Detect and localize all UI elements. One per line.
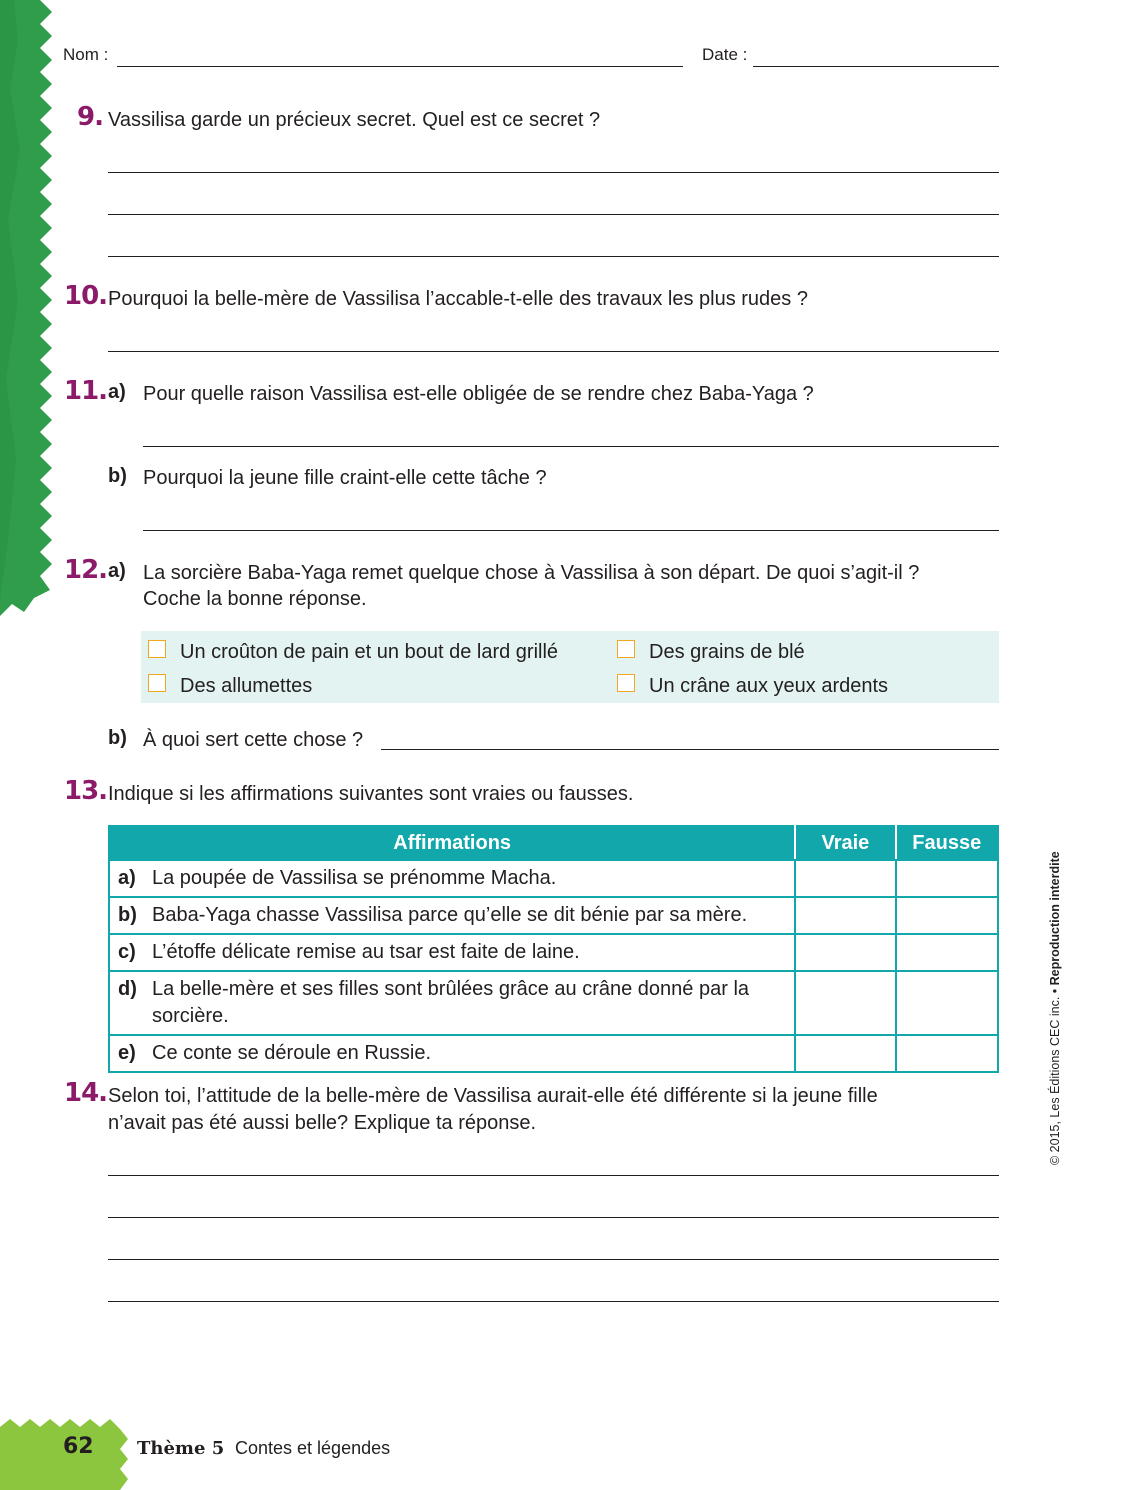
- vraie-cell[interactable]: [795, 897, 895, 934]
- question-14-number: 14.: [64, 1078, 108, 1108]
- row-statement: Baba-Yaga chasse Vassilisa parce qu’elle se dit bénie par sa mère.: [152, 904, 748, 926]
- table-row: [109, 934, 998, 971]
- question-14-answer-line[interactable]: [108, 1217, 999, 1218]
- choice-3-label: Des allumettes: [180, 675, 313, 697]
- page-number: 62: [63, 1434, 94, 1459]
- question-10-answer-line[interactable]: [108, 351, 999, 352]
- date-label: Date :: [702, 45, 748, 64]
- checkbox-choice-2[interactable]: [617, 640, 635, 658]
- row-statement: Ce conte se déroule en Russie.: [152, 1042, 432, 1064]
- question-11b-answer-line[interactable]: [143, 530, 999, 531]
- answer-choices-panel: [141, 631, 999, 703]
- vraie-cell[interactable]: [795, 934, 895, 971]
- question-14-text-line1: Selon toi, l’attitude de la belle-mère de Vassilisa aurait-elle été différente si la jeune fille: [108, 1085, 878, 1107]
- question-12b-answer-line[interactable]: [381, 749, 999, 750]
- vraie-cell[interactable]: [795, 860, 895, 897]
- question-11a-text: Pour quelle raison Vassilisa est-elle obligée de se rendre chez Baba-Yaga ?: [143, 383, 814, 405]
- checkbox-choice-4[interactable]: [617, 674, 635, 692]
- table-row: [109, 897, 998, 934]
- row-label: d): [118, 978, 137, 1000]
- row-label: c): [118, 941, 136, 963]
- question-9-text: Vassilisa garde un précieux secret. Quel est ce secret ?: [108, 109, 601, 131]
- theme-title: Contes et légendes: [235, 1438, 391, 1458]
- question-9-answer-line[interactable]: [108, 214, 999, 215]
- fausse-cell[interactable]: [896, 860, 999, 897]
- row-statement: L’étoffe délicate remise au tsar est faite de laine.: [152, 941, 580, 963]
- fausse-cell[interactable]: [896, 897, 999, 934]
- vraie-cell[interactable]: [795, 1035, 895, 1072]
- row-label: a): [118, 867, 136, 889]
- table-row: [109, 1035, 998, 1072]
- copyright-bullet: •: [1048, 985, 1062, 997]
- question-14-answer-line[interactable]: [108, 1259, 999, 1260]
- name-label: Nom :: [63, 45, 109, 64]
- checkbox-choice-1[interactable]: [148, 640, 166, 658]
- fausse-cell[interactable]: [896, 934, 999, 971]
- question-9-answer-line[interactable]: [108, 172, 999, 173]
- header-vraie: Vraie: [795, 826, 895, 860]
- choice-4-label: Un crâne aux yeux ardents: [649, 675, 889, 697]
- name-answer-line[interactable]: [117, 66, 683, 67]
- fausse-cell[interactable]: [896, 971, 999, 1035]
- fausse-cell[interactable]: [896, 1035, 999, 1072]
- question-9-number: 9.: [77, 102, 103, 132]
- question-12b-label: b): [108, 727, 127, 749]
- question-10-number: 10.: [64, 281, 108, 311]
- true-false-table: [108, 825, 999, 1073]
- choice-1-label: Un croûton de pain et un bout de lard grillé: [180, 641, 559, 663]
- question-12a-label: a): [108, 560, 126, 582]
- header-affirmations: Affirmations: [109, 826, 795, 860]
- checkbox-choice-3[interactable]: [148, 674, 166, 692]
- question-13-number: 13.: [64, 776, 108, 806]
- row-statement: La belle-mère et ses filles sont brûlées grâce au crâne donné par la sorcière.: [152, 978, 750, 1027]
- vraie-cell[interactable]: [795, 971, 895, 1035]
- table-row: [109, 860, 998, 897]
- question-11b-label: b): [108, 465, 127, 487]
- question-13-text: Indique si les affirmations suivantes sont vraies ou fausses.: [108, 783, 634, 805]
- question-11b-text: Pourquoi la jeune fille craint-elle cette tâche ?: [143, 467, 547, 489]
- question-11a-answer-line[interactable]: [143, 446, 999, 447]
- copyright-text: © 2015, Les Éditions CEC inc.: [1048, 996, 1062, 1165]
- question-12b-text: À quoi sert cette chose ?: [143, 729, 364, 751]
- question-12-number: 12.: [64, 555, 108, 585]
- date-answer-line[interactable]: [753, 66, 999, 67]
- table-row: [109, 971, 998, 1035]
- question-12a-text-line2: Coche la bonne réponse.: [143, 588, 367, 610]
- question-10-text: Pourquoi la belle-mère de Vassilisa l’accable-t-elle des travaux les plus rudes ?: [108, 288, 808, 310]
- row-statement: La poupée de Vassilisa se prénomme Macha.: [152, 867, 557, 889]
- header-fausse: Fausse: [896, 826, 999, 860]
- question-11a-label: a): [108, 381, 126, 403]
- question-14-text-line2: n’avait pas été aussi belle? Explique ta réponse.: [108, 1112, 537, 1134]
- row-label: b): [118, 904, 137, 926]
- question-9-answer-line[interactable]: [108, 256, 999, 257]
- reproduction-notice: Reproduction interdite: [1048, 851, 1062, 986]
- row-label: e): [118, 1042, 136, 1064]
- question-14-answer-line[interactable]: [108, 1175, 999, 1176]
- question-11-number: 11.: [64, 376, 108, 406]
- copyright-notice: [1048, 851, 1062, 1165]
- question-14-answer-line[interactable]: [108, 1301, 999, 1302]
- question-12a-text-line1: La sorcière Baba-Yaga remet quelque chose à Vassilisa à son départ. De quoi s’agit-il ?: [143, 562, 920, 584]
- choice-2-label: Des grains de blé: [649, 641, 805, 663]
- green-zigzag-border: [0, 0, 60, 620]
- theme-label: Thème 5: [137, 1438, 225, 1459]
